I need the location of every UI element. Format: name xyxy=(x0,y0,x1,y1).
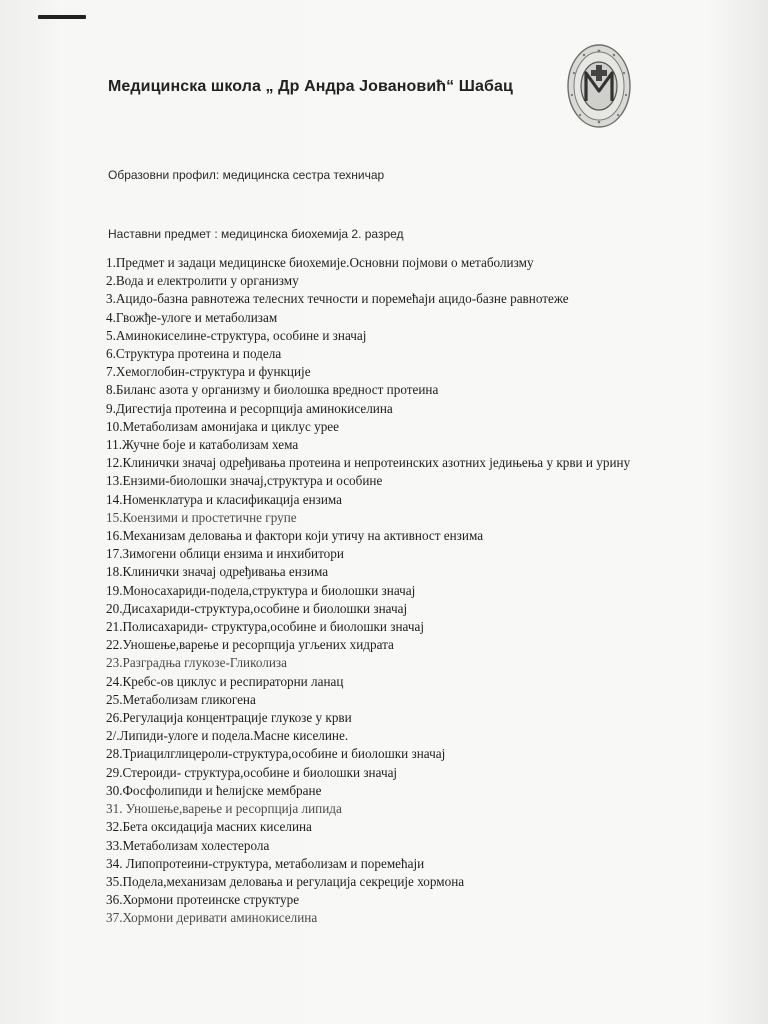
topic-list xyxy=(106,254,666,928)
topic-item: 11.Жучне боје и катаболизам хема xyxy=(106,437,299,453)
topic-item: 4.Гвожђе-улоге и метаболизам xyxy=(106,309,278,325)
topic-item: 33.Метаболизам холестерола xyxy=(106,837,270,853)
topic-item: 30.Фосфолипиди и ћелијске мембране xyxy=(106,782,322,798)
topic-item: 2/.Липиди-улоге и подела.Масне киселине. xyxy=(106,728,349,744)
topic-item: 18.Клинички значај одређивања ензима xyxy=(106,564,329,580)
topic-item: 25.Метаболизам гликогена xyxy=(106,691,256,707)
topic-item: 24.Кребс-ов циклус и респираторни ланац xyxy=(106,673,344,689)
topic-item: 3.Ацидо-базна равнотежа телесних течности и поремећаји ацидо-базне равнотеже xyxy=(106,291,569,307)
topic-item: 34. Липопротеини-структура, метаболизам и поремећаји xyxy=(106,855,425,871)
topic-item: 1.Предмет и задаци медицинске биохемије.Основни појмови о метаболизму xyxy=(106,255,534,270)
topic-item: 10.Метаболизам амонијака и циклус урее xyxy=(106,418,340,434)
scan-mark xyxy=(38,15,86,19)
topic-item: 6.Структура протеина и подела xyxy=(106,346,282,362)
topic-item: 29.Стероиди- структура,особине и биолошки значај xyxy=(106,764,398,780)
topic-item: 17.Зимогени облици ензима и инхибитори xyxy=(106,546,344,562)
subject-title: Наставни предмет : медицинска биохемија 2. разред xyxy=(108,227,404,241)
topic-item: 22.Уношење,варење и ресорпција угљених хидрата xyxy=(106,637,394,653)
topic-item: 14.Номенклатура и класификација ензима xyxy=(106,491,343,507)
topic-item: 23.Разградња глукозе-Гликолиза xyxy=(106,655,287,671)
topic-item: 19.Моносахариди-подела,структура и биолошки значај xyxy=(106,582,416,598)
topic-item: 15.Коензими и простетичне групе xyxy=(106,509,297,525)
topic-item: 5.Аминокиселине-структура, особине и значај xyxy=(106,327,367,343)
school-name: Медицинска школа „ Др Андра Јовановић“ Шабац xyxy=(108,78,513,95)
topic-item: 12.Клинички значај одређивања протеина и непротеинских азотних једињења у крви и урину xyxy=(106,455,631,471)
topic-item: 8.Биланс азота у организму и биолошка вредност протеина xyxy=(106,382,439,398)
topic-item: 37.Хормони деривати аминокиселина xyxy=(106,910,318,926)
topic-item: 13.Ензими-биолошки значај,структура и особине xyxy=(106,473,383,489)
topic-item: 26.Регулација концентрације глукозе у крви xyxy=(106,710,352,726)
topic-item: 36.Хормони протеинске структуре xyxy=(106,892,300,908)
topic-item: 31. Уношење,варење и ресорпција липида xyxy=(106,801,342,817)
topic-item: 16.Механизам деловања и фактори који утичу на активност ензима xyxy=(106,528,484,544)
topic-item: 35.Подела,механизам деловања и регулација секреције хормона xyxy=(106,873,465,889)
topic-item: 7.Хемоглобин-структура и функције xyxy=(106,364,311,380)
topic-item: 32.Бета оксидација масних киселина xyxy=(106,819,312,835)
education-profile: Образовни профил: медицинска сестра техничар xyxy=(108,168,385,182)
topic-item: 9.Дигестија протеина и ресорпција аминокиселина xyxy=(106,400,393,416)
school-seal-icon xyxy=(566,43,632,129)
topic-item: 21.Полисахариди- структура,особине и биолошки значај xyxy=(106,619,424,635)
topic-item: 2.Вода и електролити у организму xyxy=(106,273,299,289)
topic-item: 28.Триацилглицероли-структура,особине и биолошки значај xyxy=(106,746,446,762)
topic-item: 20.Дисахариди-структура,особине и биолошки значај xyxy=(106,600,408,616)
